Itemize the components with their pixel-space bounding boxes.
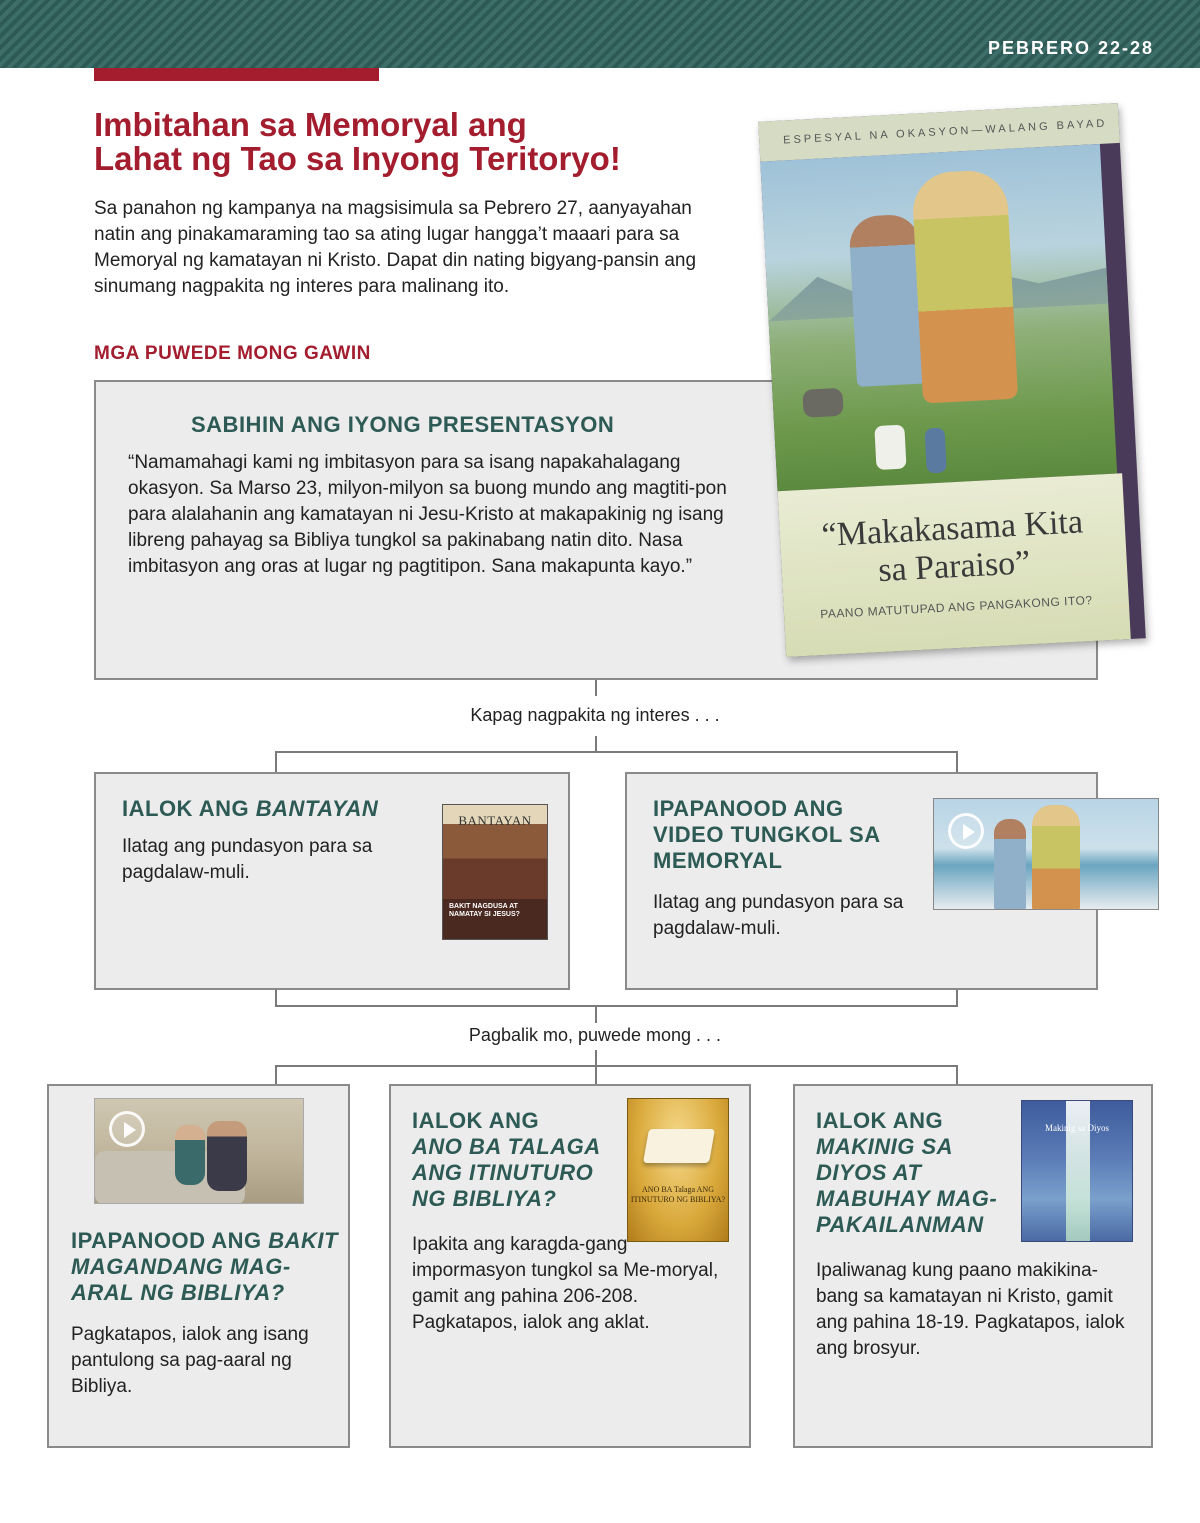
bible-study-video-box xyxy=(47,1084,350,1448)
brochure-kicker: ESPESYAL NA OKASYON—WALANG BAYAD xyxy=(782,117,1108,147)
brochure-title-line-2: sa Paraiso” xyxy=(877,544,1032,590)
memorial-video-heading: IPAPANOOD ANG VIDEO TUNGKOL SA MEMORYAL xyxy=(653,796,880,873)
bible-study-video-thumbnail[interactable] xyxy=(94,1098,304,1204)
section-label: MGA PUWEDE MONG GAWIN xyxy=(94,343,371,364)
connector-label-return: Pagbalik mo, puwede mong . . . xyxy=(468,1025,722,1045)
magazine-title: BANTAYAN xyxy=(458,813,532,828)
memorial-video-text: Ilatag ang pundasyon para sa pagdalaw-muli. xyxy=(653,892,904,939)
connector-line xyxy=(275,751,277,772)
listen-to-god-box xyxy=(793,1084,1153,1448)
connector-line xyxy=(275,1065,958,1067)
memorial-video-thumbnail[interactable] xyxy=(933,798,1159,910)
offer-watchtower-heading: IALOK ANG BANTAYAN xyxy=(122,796,379,821)
book-cover-label: ANO BA Talaga ANG ITINUTURO NG BIBLIYA? xyxy=(630,1185,726,1204)
listen-to-god-text: Ipaliwanag kung paano makikina-bang sa kamatayan ni Kristo, gamit ang pahina 18-19. Pagkatapos, ialok ang brosyur. xyxy=(816,1260,1125,1359)
brochure-cover-image xyxy=(758,103,1146,657)
connector-line xyxy=(595,1005,597,1023)
brochure-title xyxy=(779,501,1128,595)
week-label: PEBRERO 22-28 xyxy=(987,38,1154,58)
play-icon[interactable] xyxy=(109,1111,145,1147)
offer-watchtower-text: Ilatag ang pundasyon para sa pagdalaw-muli. xyxy=(122,836,373,883)
open-book-icon xyxy=(643,1129,715,1163)
intro-paragraph: Sa panahon ng kampanya na magsisimula sa Pebrero 27, aanyayahan natin ang pinakamaraming tao sa ating lugar hangga’t maaari para sa Memoryal ng kamatayan ni Kristo. Dapat din nating bigyang-pansin ang sinumang nagpakita ng interes para malinang ito. xyxy=(94,198,697,297)
connector-line xyxy=(595,680,597,696)
listen-to-god-heading: IALOK ANG MAKINIG SA DIYOS AT MABUHAY MAG-PAKAILANMAN xyxy=(816,1108,998,1237)
bible-study-video-text: Pagkatapos, ialok ang isang pantulong sa pag-aaral ng Bibliya. xyxy=(71,1324,309,1397)
bible-study-video-heading: IPAPANOOD ANG BAKIT MAGANDANG MAG-ARAL NG BIBLIYA? xyxy=(71,1228,338,1305)
title-line-2: Lahat ng Tao sa Inyong Teritoryo! xyxy=(94,140,621,177)
bible-teach-book-box xyxy=(389,1084,751,1448)
header-bar xyxy=(0,0,1200,68)
connector-label-interest: Kapag nagpakita ng interes . . . xyxy=(470,705,720,725)
bible-teach-text: Ipakita ang karagda-gang impormasyon tungkol sa Me-moryal, gamit ang pahina 206-208. Pagkatapos, ialok ang aklat. xyxy=(412,1234,719,1333)
magazine-cover-text: BAKIT NAGDUSA AT NAMATAY SI JESUS? xyxy=(449,903,520,918)
watchtower-magazine-image xyxy=(442,804,548,940)
connector-line xyxy=(956,990,958,1006)
connector-line xyxy=(275,1005,958,1007)
brochure-subtitle: PAANO MATUTUPAD ANG PANGAKONG ITO? xyxy=(819,592,1093,622)
connector-line xyxy=(275,1065,277,1084)
elephant-figure xyxy=(802,388,843,418)
woman-figure xyxy=(911,169,1018,404)
presentation-text: “Namamahagi kami ng imbitasyon para sa isang napakahalagang okasyon. Sa Marso 23, milyon-milyon sa buong mundo ang magtiti-pon para alalahanin ang kamatayan ni Jesu-Kristo at makapakinig ng isang libreng pahayag sa Bibliya tungkol sa pakinabang natin dito. Nasa imbitasyon ang oras at lugar ng pagtitipon. Sana makapunta kayo.” xyxy=(128,452,727,577)
page-title xyxy=(94,108,654,176)
title-line-1: Imbitahan sa Memoryal ang xyxy=(94,106,527,143)
connector-line xyxy=(595,736,597,752)
child-figure xyxy=(925,427,947,473)
brochure-photo xyxy=(760,144,1117,491)
memorial-video-box xyxy=(625,772,1098,990)
listen-to-god-brochure-image xyxy=(1021,1100,1133,1242)
connector-line xyxy=(275,751,958,753)
accent-bar xyxy=(94,68,379,81)
brochure-cover-label: Makinig sa Diyos xyxy=(1045,1123,1109,1133)
connector-line xyxy=(956,751,958,772)
play-icon[interactable] xyxy=(948,813,984,849)
connector-line xyxy=(275,990,277,1006)
connector-line xyxy=(956,1065,958,1084)
brochure-title-line-1: “Makakasama Kita xyxy=(820,503,1084,555)
bible-teach-book-image xyxy=(627,1098,729,1242)
bible-teach-heading: IALOK ANG ANO BA TALAGA ANG ITINUTURO NG BIBLIYA? xyxy=(412,1108,600,1211)
offer-watchtower-box xyxy=(94,772,570,990)
presentation-heading: SABIHIN ANG IYONG PRESENTASYON xyxy=(191,412,615,437)
connector-line xyxy=(595,1050,597,1084)
horse-figure xyxy=(874,425,906,471)
